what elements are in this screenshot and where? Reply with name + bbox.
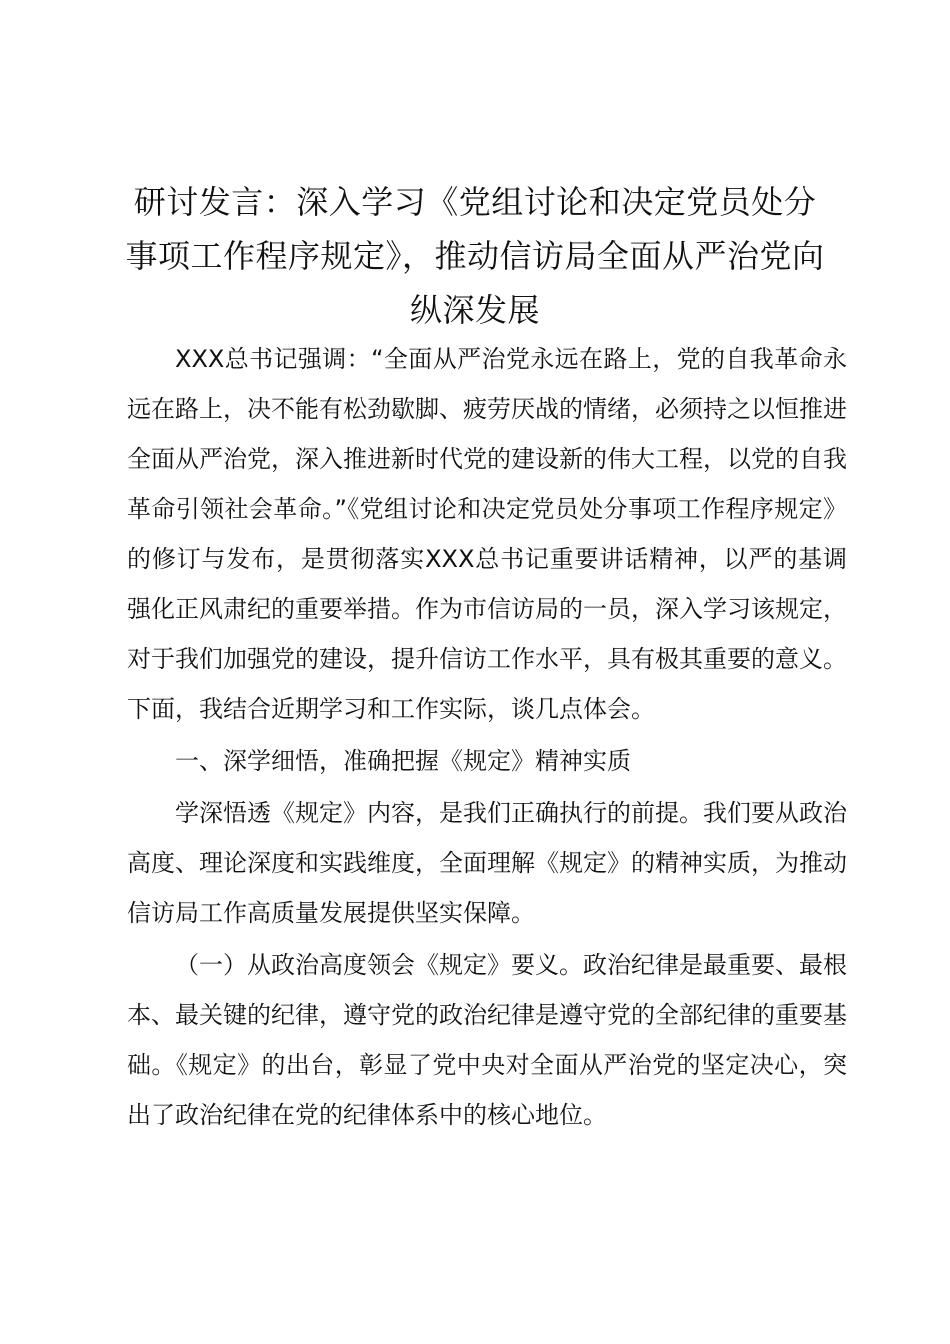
document-body [127, 334, 847, 1140]
section-heading-1: 一、深学细悟，准确把握《规定》精神实质 [175, 747, 631, 775]
section-1-point-1-paragraph: （一）从政治高度领会《规定》要义。政治纪律是最重要、最根本、最关键的纪律，遵守党的政治纪律是遵守党的全部纪律的重要基础。《规定》的出台，彰显了党中央对全面从严治党的坚定决心，突出了政治纪律在党的纪律体系中的核心地位。 [127, 951, 847, 1129]
intro-paragraph: XXX总书记强调：“全面从严治党永远在路上，党的自我革命永远在路上，决不能有松劲歇脚、疲劳厌战的情绪，必须持之以恒推进全面从严治党，深入推进新时代党的建设新的伟大工程，以党的自我革命引领社会革命。”《党组讨论和决定党员处分事项工作程序规定》的修订与发布，是贯彻落实XXX总书记重要讲话精神，以严的基调强化正风肃纪的重要举措。作为市信访局的一员，深入学习该规定，对于我们加强党的建设，提升信访工作水平，具有极其重要的意义。下面，我结合近期学习和工作实际，谈几点体会。 [127, 345, 847, 723]
section-1-intro-paragraph: 学深悟透《规定》内容，是我们正确执行的前提。我们要从政治高度、理论深度和实践维度，全面理解《规定》的精神实质，为推动信访局工作高质量发展提供坚实保障。 [127, 799, 847, 927]
document-title: 研讨发言：深入学习《党组讨论和决定党员处分事项工作程序规定》，推动信访局全面从严治党向纵深发展 [125, 183, 825, 329]
